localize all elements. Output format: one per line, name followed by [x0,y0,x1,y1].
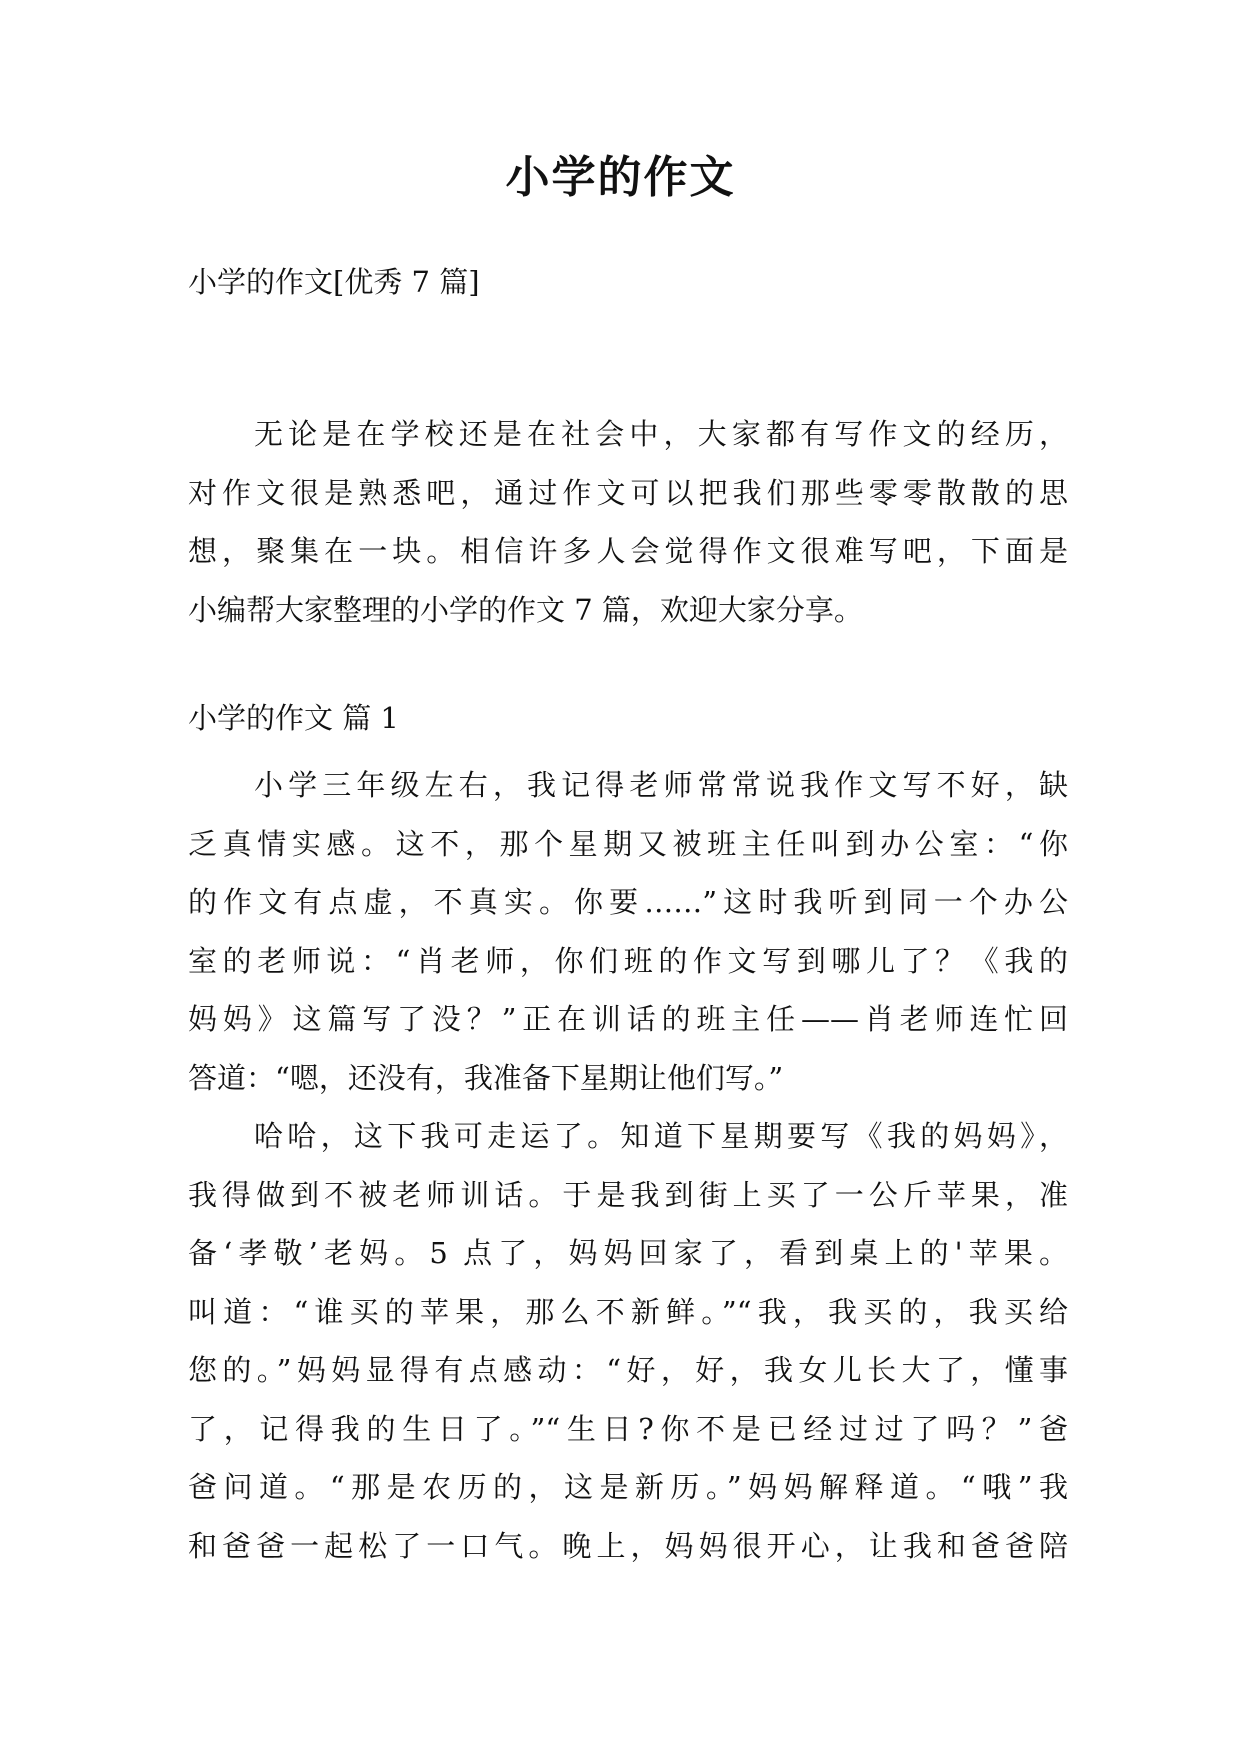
essay-body [188,756,1068,1575]
intro-line: 无论是在学校还是在社会中，大家都有写作文的经历， [254,417,1068,451]
paragraph1-line: 小学三年级左右，我记得老师常常说我作文写不好，缺 [254,768,1068,802]
document-title: 小学的作文 [505,152,736,203]
paragraph1-line: 室的老师说：“肖老师，你们班的作文写到哪儿了？《我的 [188,943,1068,978]
paragraph1-line: 妈妈》这篇写了没？”正在训话的班主任——肖老师连忙回 [188,1002,1068,1036]
intro-line: 想，聚集在一块。相信许多人会觉得作文很难写吧，下面是 [188,534,1068,568]
paragraph2-line: 叫道：“谁买的苹果，那么不新鲜。”“我，我买的，我买给 [188,1294,1068,1329]
paragraph2-line: 哈哈，这下我可走运了。知道下星期要写《我的妈妈》， [254,1119,1068,1153]
paragraph1-line: 乏真情实感。这不，那个星期又被班主任叫到办公室：“你 [188,826,1068,861]
paragraph2-line: 和爸爸一起松了一口气。晚上，妈妈很开心，让我和爸爸陪 [188,1528,1068,1563]
paragraph2-line: 了，记得我的生日了。”“生日?你不是已经过过了吗？”爸 [188,1411,1068,1446]
paragraph1-line: 答道：“嗯，还没有，我准备下星期让他们写。” [188,1060,784,1095]
section-heading: 小学的作文 篇 1 [188,701,399,735]
paragraph1-line: 的作文有点虚，不真实。你要……”这时我听到同一个办公 [188,885,1068,919]
paragraph2-line: 备‘孝敬’老妈。5 点了，妈妈回家了，看到桌上的'苹果。 [188,1236,1068,1270]
paragraph2-line: 您的。”妈妈显得有点感动：“好，好，我女儿长大了，懂事 [188,1353,1068,1387]
intro-paragraph [188,405,1068,639]
intro-line: 对作文很是熟悉吧，通过作文可以把我们那些零零散散的思 [188,475,1068,510]
paragraph2-line: 我得做到不被老师训话。于是我到街上买了一公斤苹果，准 [188,1177,1068,1212]
document-subtitle: 小学的作文[优秀 7 篇] [188,265,480,299]
intro-line: 小编帮大家整理的小学的作文 7 篇，欢迎大家分享。 [188,592,863,627]
paragraph2-line: 爸问道。“那是农历的，这是新历。”妈妈解释道。“哦”我 [188,1470,1068,1504]
